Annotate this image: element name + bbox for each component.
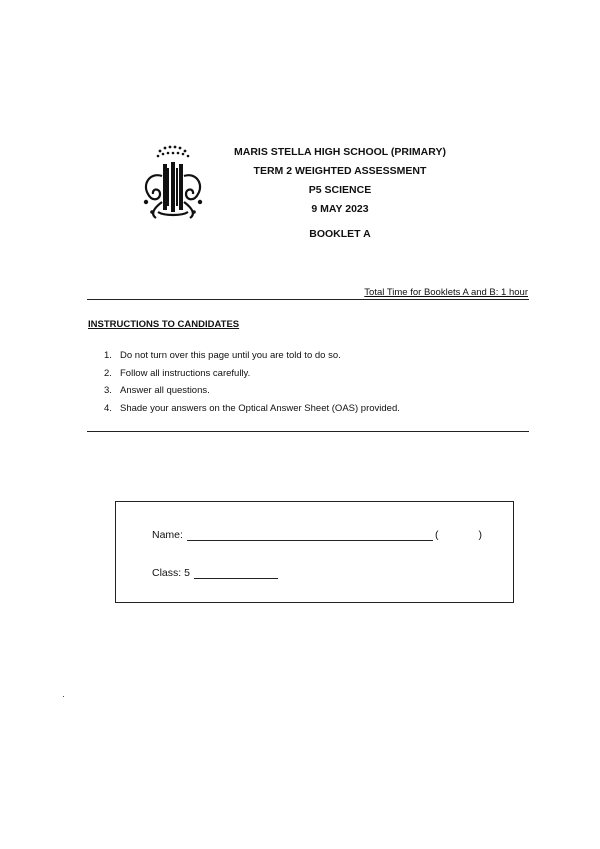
index-paren-close: ) bbox=[478, 529, 482, 541]
exam-date: 9 MAY 2023 bbox=[311, 203, 369, 215]
name-row bbox=[152, 528, 482, 541]
total-time: Total Time for Booklets A and B: 1 hour bbox=[364, 287, 528, 298]
class-label: Class: 5 bbox=[152, 567, 190, 579]
instruction-item: 1. Do not turn over this page until you are told to do so. bbox=[104, 350, 341, 361]
instruction-item: 2. Follow all instructions carefully. bbox=[104, 367, 251, 379]
name-field[interactable] bbox=[187, 528, 433, 541]
booklet-label: BOOKLET A bbox=[309, 228, 371, 240]
assessment-title: TERM 2 WEIGHTED ASSESSMENT bbox=[253, 165, 427, 177]
school-name: MARIS STELLA HIGH SCHOOL (PRIMARY) bbox=[234, 146, 446, 158]
class-row bbox=[152, 566, 278, 579]
index-paren-open: ( bbox=[434, 529, 439, 541]
divider-bottom bbox=[87, 431, 529, 432]
candidate-details-box bbox=[115, 501, 514, 603]
instructions-list bbox=[104, 347, 400, 417]
class-field[interactable] bbox=[194, 566, 278, 579]
instruction-item: 3. Answer all questions. bbox=[104, 385, 210, 396]
header-block bbox=[225, 143, 455, 244]
subject: P5 SCIENCE bbox=[308, 184, 372, 196]
scan-speck bbox=[63, 696, 64, 697]
school-crest-icon bbox=[138, 142, 210, 220]
divider-top bbox=[87, 299, 529, 300]
name-label: Name: bbox=[152, 529, 183, 541]
instruction-item: 4. Shade your answers on the Optical Answer Sheet (OAS) provided. bbox=[104, 402, 400, 414]
instructions-title: INSTRUCTIONS TO CANDIDATES bbox=[88, 319, 240, 330]
